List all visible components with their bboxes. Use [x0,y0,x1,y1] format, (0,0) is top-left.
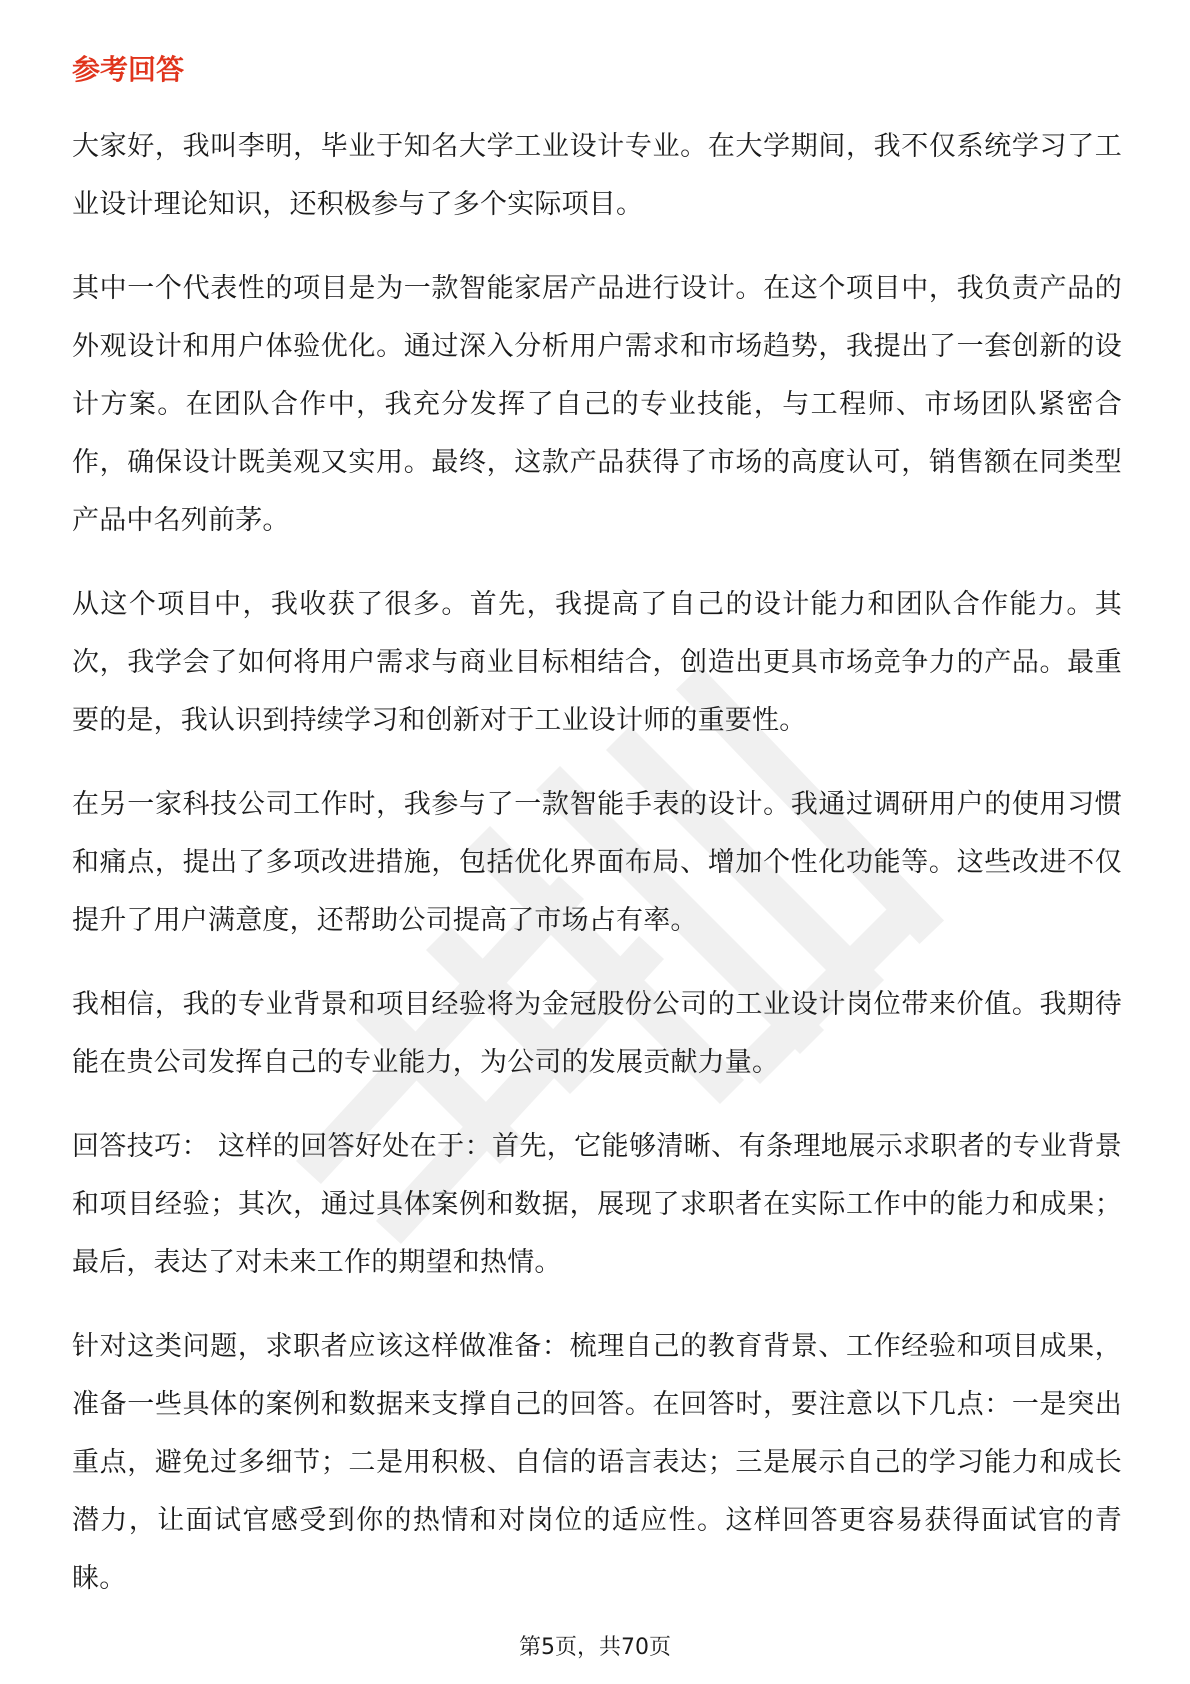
page-number: 第5页，共70页 [519,1635,671,1660]
paragraph-smartwatch: 在另一家科技公司工作时，我参与了一款智能手表的设计。我通过调研用户的使用习惯和痛点，提出了多项改进措施，包括优化界面布局、增加个性化功能等。这些改进不仅提升了用户满意度，还帮助公司提高了市场占有率。 [72,789,1122,936]
paragraph-preparation: 针对这类问题，求职者应该这样做准备：梳理自己的教育背景、工作经验和项目成果，准备一些具体的案例和数据来支撑自己的回答。在回答时，要注意以下几点：一是突出重点，避免过多细节；二是用积极、自信的语言表达；三是展示自己的学习能力和成长潜力，让面试官感受到你的热情和对岗位的适应性。这样回答更容易获得面试官的青睐。 [72,1331,1122,1594]
paragraph-gains: 从这个项目中，我收获了很多。首先，我提高了自己的设计能力和团队合作能力。其次，我学会了如何将用户需求与商业目标相结合，创造出更具市场竞争力的产品。最重要的是，我认识到持续学习和创新对于工业设计师的重要性。 [72,589,1122,736]
paragraph-project: 其中一个代表性的项目是为一款智能家居产品进行设计。在这个项目中，我负责产品的外观设计和用户体验优化。通过深入分析用户需求和市场趋势，我提出了一套创新的设计方案。在团队合作中，我充分发挥了自己的专业技能，与工程师、市场团队紧密合作，确保设计既美观又实用。最终，这款产品获得了市场的高度认可，销售额在同类型产品中名列前茅。 [72,273,1122,536]
paragraph-closing: 我相信，我的专业背景和项目经验将为金冠股份公司的工业设计岗位带来价值。我期待能在贵公司发挥自己的专业能力，为公司的发展贡献力量。 [72,989,1122,1078]
answer-body [72,118,1122,1634]
paragraph-tips: 回答技巧： 这样的回答好处在于：首先，它能够清晰、有条理地展示求职者的专业背景和项目经验；其次，通过具体案例和数据，展现了求职者在实际工作中的能力和成果；最后，表达了对未来工作的期望和热情。 [72,1131,1122,1278]
section-heading: 参考回答 [72,53,185,86]
paragraph-intro: 大家好，我叫李明，毕业于知名大学工业设计专业。在大学期间，我不仅系统学习了工业设计理论知识，还积极参与了多个实际项目。 [72,131,1122,220]
